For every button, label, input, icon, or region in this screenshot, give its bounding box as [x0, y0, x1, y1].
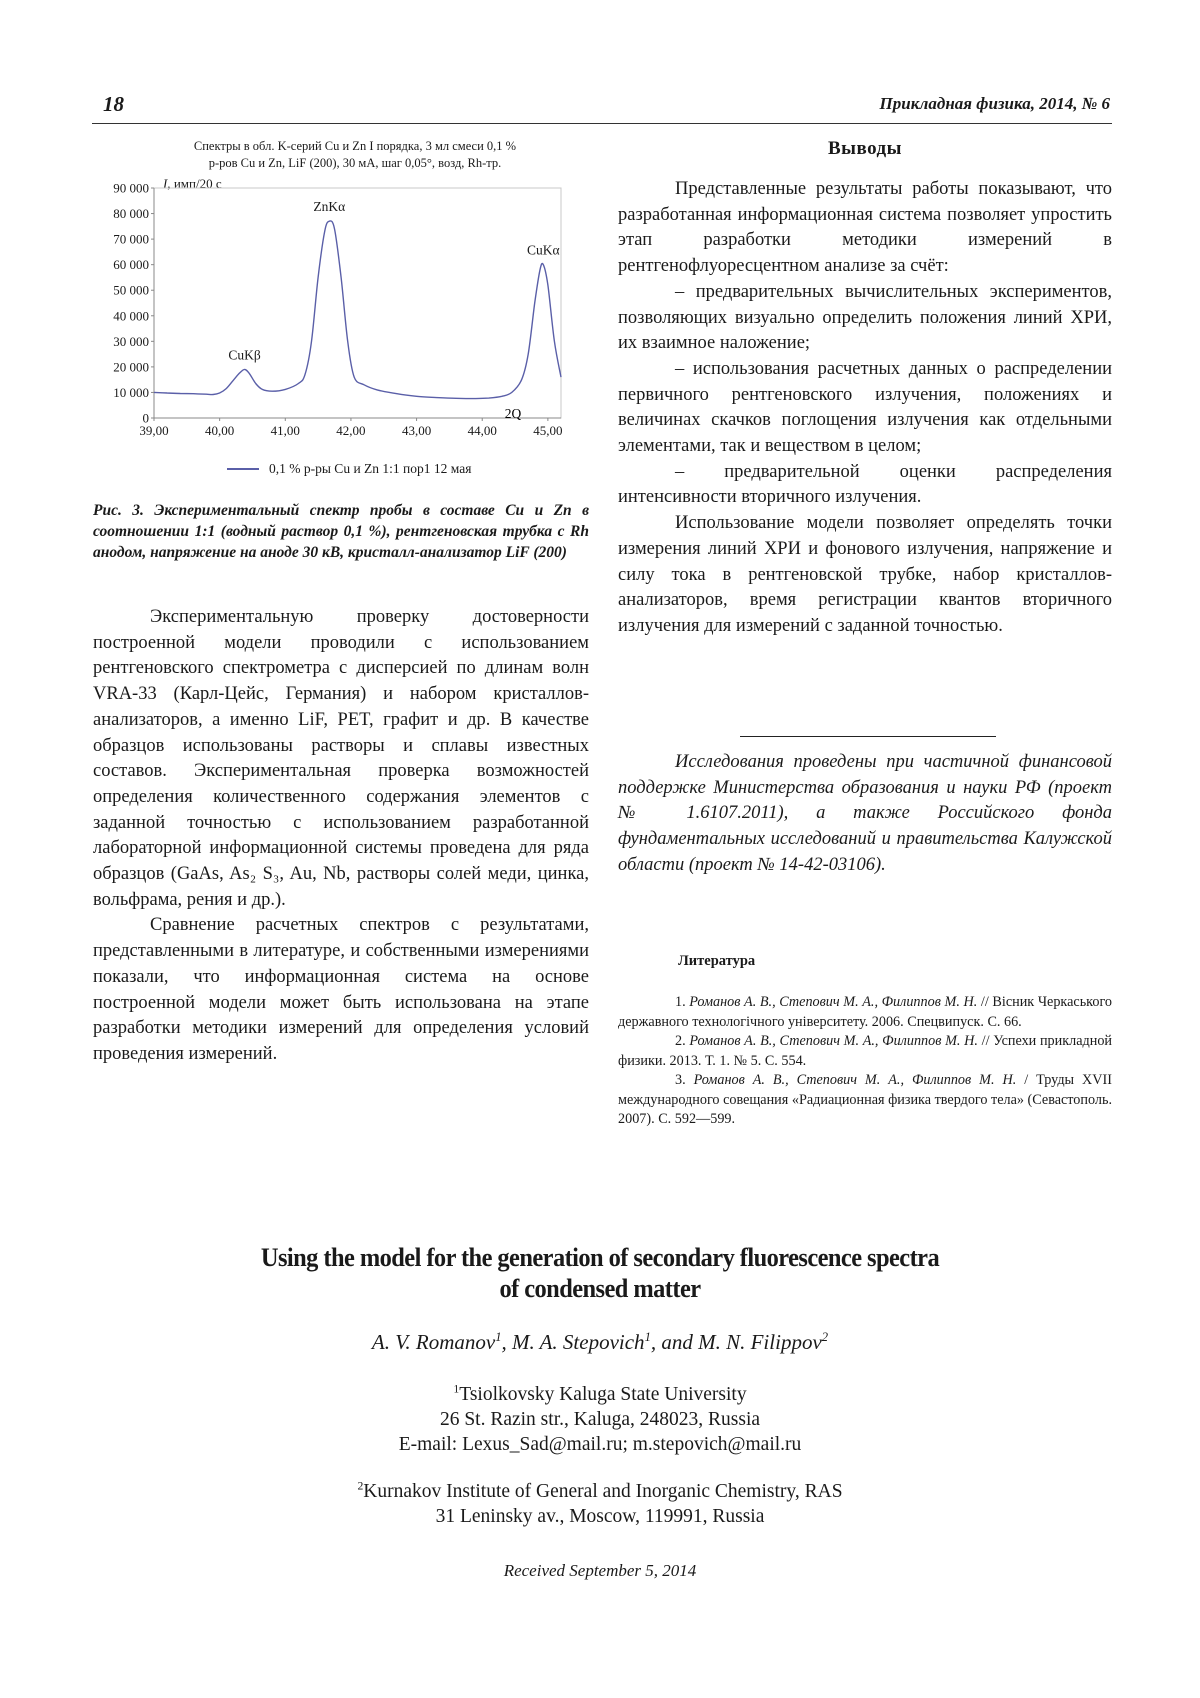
- svg-text:80 000: 80 000: [113, 206, 149, 222]
- legend-label: 0,1 % р-ры Cu и Zn 1:1 пор1 12 мая: [269, 461, 472, 476]
- affiliation-1: $^1$Tsiolkovsky Kaluga State University 26 St. Razin str., Kaluga, 248023, Russia E-mail: Lexus_Sad@mail.ru; m.stepovich@mail.ru: [100, 1382, 1100, 1457]
- page-number: 18: [103, 92, 124, 116]
- english-title: Using the model for the generation of secondary fluorescence spectra of condensed matter: [260, 1243, 940, 1303]
- svg-text:60 000: 60 000: [113, 257, 149, 273]
- x-axis-label: 2Q: [504, 406, 522, 421]
- conclusions-item: – предварительной оценки распределения интенсивности вторичного излучения.: [618, 461, 1112, 508]
- affiliation-address: 31 Leninsky av., Moscow, 119991, Russia: [435, 1506, 765, 1527]
- affiliation-name: Tsiolkovsky Kaluga State University: [459, 1384, 747, 1405]
- reference-item: 3. Романов А. В., Степович М. А., Филиппов М. Н. / Труды XVII международного совещания «Радиационная физика твердого тела» (Севастополь. 2007). С. 592—599.: [618, 1072, 1112, 1127]
- svg-text:CuKα: CuKα: [526, 242, 560, 258]
- spectrum-chart: [90, 180, 590, 460]
- svg-text:ZnKα: ZnKα: [313, 199, 346, 215]
- svg-text:40 000: 40 000: [113, 308, 149, 324]
- peak-annotations: [228, 199, 559, 362]
- affiliation-address: 26 St. Razin str., Kaluga, 248023, Russia: [439, 1409, 761, 1430]
- svg-text:43,00: 43,00: [401, 423, 432, 438]
- affiliation-name: Kurnakov Institute of General and Inorganic Chemistry, RAS: [363, 1481, 843, 1502]
- svg-text:90 000: 90 000: [113, 180, 149, 196]
- affiliation-email: E-mail: Lexus_Sad@mail.ru; m.stepovich@mail.ru: [398, 1434, 802, 1455]
- svg-text:39,00: 39,00: [139, 423, 169, 438]
- chart-title: [150, 138, 560, 172]
- received-date: Received September 5, 2014: [503, 1561, 697, 1580]
- journal-name: Прикладная физика, 2014, № 6: [879, 94, 1110, 113]
- svg-text:50 000: 50 000: [113, 282, 149, 298]
- acknowledgement: [618, 750, 1112, 879]
- svg-text:CuKβ: CuKβ: [228, 347, 261, 363]
- x-axis-ticks: [139, 418, 562, 438]
- references-title: Литература: [678, 953, 756, 969]
- right-column: [618, 177, 1112, 640]
- english-authors: A. V. Romanov$^1$, M. A. Stepovich$^1$, and M. N. Filippov$^2$: [371, 1330, 829, 1354]
- conclusions-item: – предварительных вычислительных экспериментов, позволяющих визуально определить положения линий ХРИ, их взаимное наложение;: [618, 281, 1112, 354]
- svg-text:41,00: 41,00: [270, 423, 300, 438]
- svg-text:42,00: 42,00: [336, 423, 366, 438]
- svg-text:45,00: 45,00: [533, 423, 563, 438]
- references-list: [618, 993, 1112, 1130]
- legend-line-swatch: [227, 468, 259, 470]
- figure-caption: Рис. 3. Экспериментальный спектр пробы в составе Cu и Zn в соотношении 1:1 (водный раствор 0,1 %), рентгеновская трубка с Rh анодом, напряжение на аноде 30 кВ, кристалл-анализатор LiF (200): [93, 502, 589, 561]
- spectrum-line: [154, 221, 561, 399]
- left-column: [93, 605, 589, 1068]
- section-title-conclusions: Выводы: [827, 138, 903, 159]
- reference-authors: Романов А. В., Степович М. А., Филиппов М. Н.: [689, 1033, 978, 1049]
- svg-text:70 000: 70 000: [113, 231, 149, 247]
- svg-text:40,00: 40,00: [205, 423, 235, 438]
- section-separator: [740, 736, 996, 737]
- acknowledgement-text: Исследования проведены при частичной финансовой поддержке Министерства образования и науки РФ (проект № 1.6107.2011), а также Российского фонда фундаментальных исследований и правительства Калужской области (проект № 14-42-03106).: [618, 752, 1112, 875]
- body-paragraph: Экспериментальную проверку достоверности построенной модели проводили с использованием рентгеновского спектрометра с дисперсией по длинам волн VRA-33 (Карл-Цейс, Германия) и набором кристаллов-анализаторов, а именно LiF, PET, графит и др. В качестве образцов использованы растворы и сплавы известных составов. Экспериментальная проверка возможностей определения количественного содержания элементов с заданной точностью с использованием разработанной лабораторной информационной системы проведена для ряда образцов (GaAs, As₂ S₃, Au, Nb, растворы солей меди, цинка, вольфрама, рения и др.).: [93, 607, 589, 910]
- reference-item: 2. Романов А. В., Степович М. А., Филиппов М. Н. // Успехи прикладной физики. 2013. Т. 1. № 5. С. 554.: [618, 1033, 1113, 1069]
- svg-text:44,00: 44,00: [467, 423, 497, 438]
- y-unit: , имп/20 с: [167, 176, 222, 191]
- plot-frame: [154, 188, 561, 418]
- body-paragraph: Сравнение расчетных спектров с результатами, представленными в литературе, и собственными измерениями показали, что информационная система на основе построенной модели может быть использована на этапе разработки методики измерений для определения условий проведения измерений.: [93, 915, 589, 1064]
- conclusions-item: – использования расчетных данных о распределении первичного рентгеновского излучения, положениях и величинах скачков поглощения излучения как отдельными элементами, так и веществом в целом;: [618, 358, 1112, 457]
- chart-legend: [227, 461, 471, 477]
- conclusions-intro: Представленные результаты работы показывают, что разработанная информационная система позволяет упростить этап разработки методики измерений в рентгенофлуоресцентном анализе за счёт:: [618, 179, 1112, 277]
- reference-authors: Романов А. В., Степович М. А., Филиппов М. Н.: [689, 994, 978, 1010]
- affiliation-2: $^2$Kurnakov Institute of General and Inorganic Chemistry, RAS 31 Leninsky av., Moscow, 119991, Russia: [100, 1479, 1100, 1529]
- reference-source: Труды XVII международного совещания «Радиационная физика твердого тела» (Севастополь. 2007). С. 592—599.: [618, 1072, 1112, 1127]
- svg-text:0: 0: [142, 410, 149, 426]
- svg-text:10 000: 10 000: [113, 384, 149, 400]
- reference-item: 1. Романов А. В., Степович М. А., Филиппов М. Н. // Вісник Черкаського державного технологічного університету. 2006. Спецвипуск. С. 66.: [618, 994, 1113, 1030]
- reference-source: Успехи прикладной физики. 2013. Т. 1. № 5. С. 554.: [618, 1033, 1113, 1069]
- svg-text:20 000: 20 000: [113, 359, 149, 375]
- chart-title-line2: р-ров Cu и Zn, LiF (200), 30 мА, шаг 0,05°, возд, Rh-тр.: [208, 156, 502, 170]
- y-axis-ticks: [113, 181, 154, 426]
- reference-authors: Романов А. В., Степович М. А., Филиппов М. Н.: [693, 1072, 1017, 1088]
- y-symbol: I: [163, 176, 168, 191]
- conclusions-paragraph: Использование модели позволяет определять точки измерения линий ХРИ и фонового излучения, напряжение и силу тока в рентгеновской трубке, набор кристаллов-анализаторов, время регистрации квантов вторичного излучения для измерений с заданной точностью.: [618, 513, 1112, 636]
- chart-title-line1: Спектры в обл. K-серий Cu и Zn I порядка, 3 мл смеси 0,1 %: [193, 139, 517, 153]
- header-divider: [92, 123, 1112, 124]
- svg-text:30 000: 30 000: [113, 333, 149, 349]
- reference-source: Вісник Черкаського державного технологічного університету. 2006. Спецвипуск. С. 66.: [618, 994, 1113, 1030]
